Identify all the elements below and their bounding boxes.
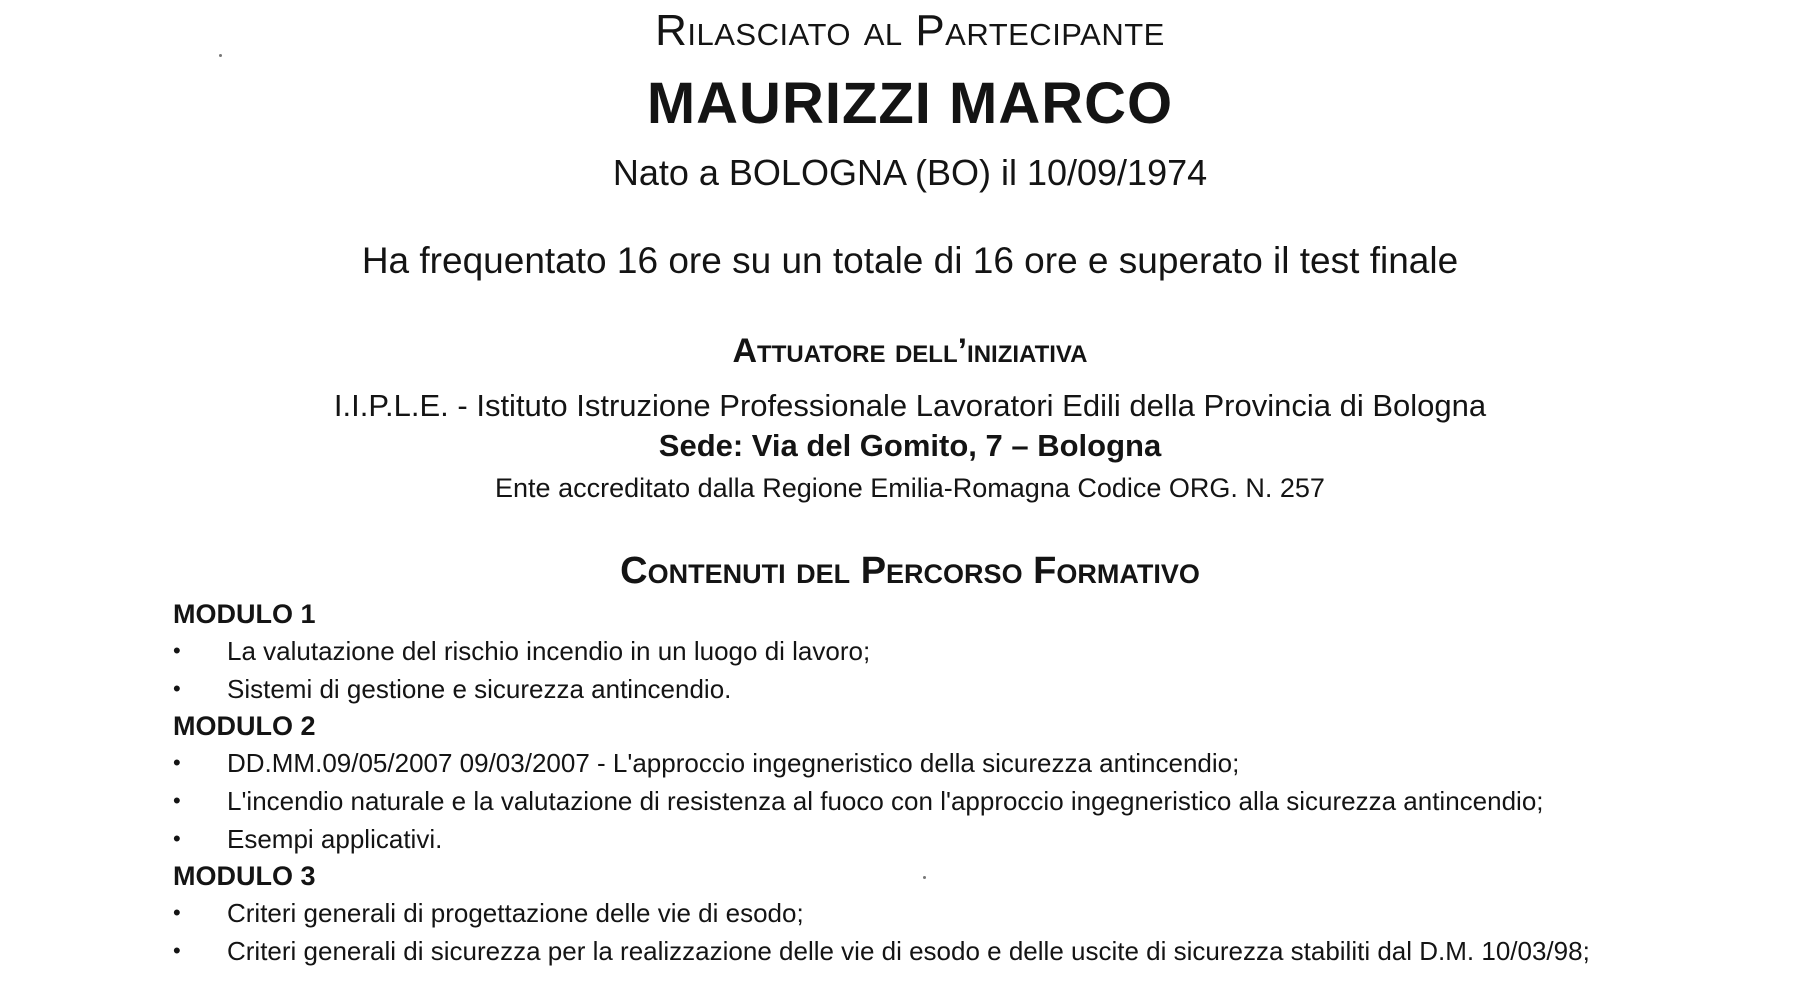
list-item-text: Sistemi di gestione e sicurezza antincendio. [227, 674, 732, 704]
module-1 [173, 596, 1673, 708]
module-title: MODULO 1 [173, 599, 316, 629]
module-title: MODULO 2 [173, 711, 316, 741]
bullet-icon: • [173, 638, 181, 663]
list-item [173, 820, 1673, 858]
organizer-name: I.I.P.L.E. - Istituto Istruzione Professionale Lavoratori Edili della Provincia di Bologna [333, 388, 1487, 423]
birth-info: Nato a BOLOGNA (BO) il 10/09/1974 [612, 152, 1208, 193]
list-item [173, 744, 1673, 782]
issued-to-label: Rilasciato al Partecipante [655, 6, 1165, 55]
bullet-icon: • [173, 750, 181, 775]
list-item [173, 670, 1673, 708]
bullet-icon: • [173, 900, 181, 925]
bullet-icon: • [173, 788, 181, 813]
list-item [173, 932, 1667, 970]
organizer-heading: Attuatore dell’iniziativa [732, 332, 1088, 370]
module-title: MODULO 3 [173, 861, 316, 891]
organizer-accreditation: Ente accreditato dalla Regione Emilia-Romagna Codice ORG. N. 257 [495, 473, 1325, 503]
list-item-text: DD.MM.09/05/2007 09/03/2007 - L'approccio ingegneristico della sicurezza antincendio; [227, 748, 1240, 778]
modules-list [173, 596, 1673, 970]
list-item-text: Criteri generali di progettazione delle vie di esodo; [227, 898, 804, 928]
list-item-text: L'incendio naturale e la valutazione di resistenza al fuoco con l'approccio ingegneristico alla sicurezza antincendio; [227, 786, 1544, 816]
module-2 [173, 708, 1673, 858]
organizer-seat: Sede: Via del Gomito, 7 – Bologna [658, 428, 1162, 463]
list-item-text: Criteri generali di sicurezza per la realizzazione delle vie di esodo e delle uscite di sicurezza stabiliti dal D.M. 10/03/98; [227, 936, 1590, 966]
list-item-text: La valutazione del rischio incendio in un luogo di lavoro; [227, 636, 871, 666]
module-items [173, 894, 1673, 970]
list-item [173, 782, 1673, 820]
bullet-icon: • [173, 826, 181, 851]
participant-name: MAURIZZI MARCO [646, 71, 1174, 136]
attendance-statement: Ha frequentato 16 ore su un totale di 16 ore e superato il test finale [361, 240, 1459, 281]
contents-heading: Contenuti del Percorso Formativo [620, 550, 1200, 592]
list-item-text: Esempi applicativi. [227, 824, 443, 854]
list-item [173, 894, 1673, 932]
module-3 [173, 858, 1673, 970]
module-items [173, 632, 1673, 708]
module-items [173, 744, 1673, 858]
bullet-icon: • [173, 938, 181, 963]
bullet-icon: • [173, 676, 181, 701]
list-item [173, 632, 1673, 670]
